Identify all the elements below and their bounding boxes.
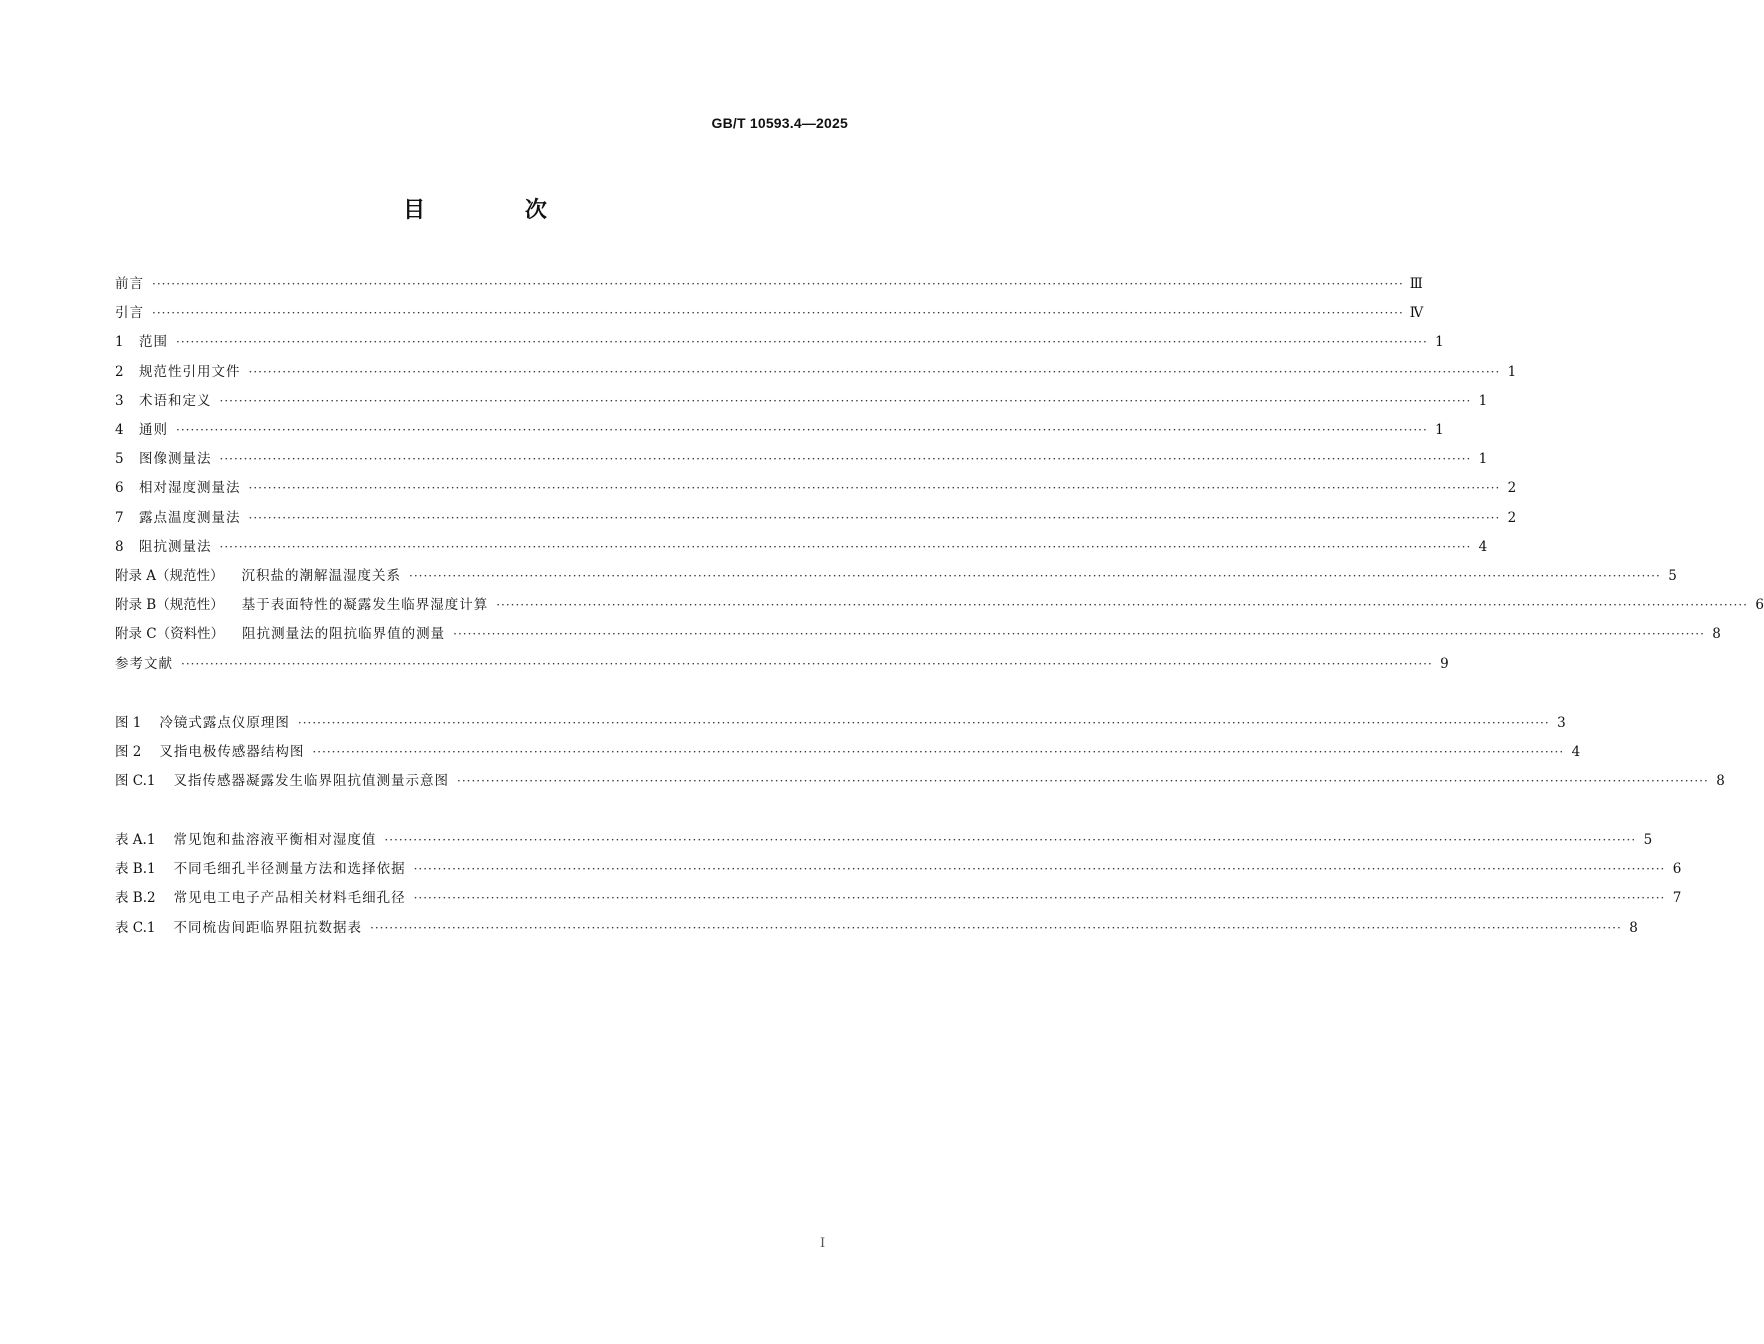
toc-dot-leader: ···································································································································································································································································· — [413, 891, 1666, 906]
toc-dot-leader: ···································································································································································································································································· — [152, 277, 1404, 291]
toc-section-entry[interactable] — [115, 654, 1449, 674]
toc-dot-leader: ···································································································································································································································································· — [297, 716, 1550, 730]
toc-entry-page: 4 — [1478, 538, 1488, 555]
toc-entry-number: 附录 B（规范性） — [115, 597, 224, 614]
toc-table-entry[interactable] — [115, 830, 1653, 850]
toc-entry-label: 不同毛细孔半径测量方法和选择依据 — [173, 861, 406, 878]
toc-entry-label: 阻抗测量法的阻抗临界值的测量 — [242, 626, 446, 643]
toc-entry-label: 常见电工电子产品相关材料毛细孔径 — [173, 890, 406, 907]
toc-entry-number: 6 — [115, 480, 124, 497]
toc-entry-label: 引言 — [115, 305, 144, 322]
toc-entry-label: 参考文献 — [115, 655, 173, 672]
toc-entry-label: 相对湿度测量法 — [139, 480, 241, 497]
toc-entry-label: 常见饱和盐溶液平衡相对湿度值 — [173, 832, 377, 848]
toc-table-entry[interactable] — [115, 888, 1682, 908]
toc-entry-page: 6 — [1672, 861, 1682, 878]
toc-dot-leader: ···································································································································································································································································· — [248, 481, 1501, 496]
toc-entry-number: 1 — [115, 334, 124, 351]
toc-entry-number: 图 1 — [115, 715, 142, 731]
toc-entry-number: 表 C.1 — [115, 919, 156, 936]
toc-entry-page: 1 — [1435, 422, 1444, 438]
toc-entry-page: 8 — [1716, 773, 1725, 790]
toc-section-entry[interactable] — [115, 595, 1764, 615]
toc-entry-number: 2 — [115, 363, 124, 380]
toc-entry-label: 图像测量法 — [139, 451, 212, 468]
toc-entry-label: 术语和定义 — [139, 392, 212, 409]
toc-entry-number: 表 A.1 — [115, 832, 156, 848]
toc-entry-label: 冷镜式露点仪原理图 — [159, 715, 290, 731]
toc-entry-number: 7 — [115, 509, 124, 526]
toc-section-entry[interactable] — [115, 508, 1517, 528]
toc-entry-number: 附录 C（资料性） — [115, 626, 225, 643]
toc-section-entry[interactable] — [115, 478, 1517, 498]
toc-dot-leader: ···································································································································································································································································· — [453, 627, 1705, 642]
toc-entry-number: 图 2 — [115, 744, 142, 761]
toc-dot-leader: ···································································································································································································································································· — [312, 745, 1565, 760]
toc-dot-leader: ···································································································································································································································································· — [152, 306, 1404, 321]
toc-entry-page: 6 — [1755, 597, 1764, 614]
toc-section-entry[interactable] — [115, 624, 1721, 644]
toc-entry-page: 8 — [1629, 919, 1638, 936]
toc-entry-label: 叉指电极传感器结构图 — [159, 744, 305, 761]
toc-entry-number: 5 — [115, 451, 124, 468]
toc-entry-page: 9 — [1440, 655, 1449, 672]
toc-entry-page: 5 — [1643, 832, 1653, 848]
toc-dot-leader: ···································································································································································································································································· — [384, 833, 1637, 847]
toc-entry-label: 范围 — [139, 334, 168, 351]
toc-entry-number: 8 — [115, 538, 124, 555]
toc-entry-page: 7 — [1672, 890, 1682, 907]
toc-dot-leader: ···································································································································································································································································· — [176, 423, 1428, 437]
toc-dot-leader: ···································································································································································································································································· — [413, 862, 1666, 877]
toc-figure-entry[interactable] — [115, 771, 1725, 791]
toc-entry-number: 4 — [115, 422, 124, 438]
toc-table-entry[interactable] — [115, 918, 1638, 938]
toc-entry-label: 规范性引用文件 — [139, 363, 241, 380]
toc-figure-entry[interactable] — [115, 742, 1581, 762]
toc-entry-page: 3 — [1557, 715, 1566, 731]
toc-section-entry[interactable] — [115, 391, 1488, 411]
toc-entry-page: Ⅳ — [1409, 305, 1424, 322]
toc-section-entry[interactable] — [115, 537, 1488, 557]
toc-entry-label: 阻抗测量法 — [139, 538, 212, 555]
toc-section-entry[interactable] — [115, 566, 1677, 586]
toc-dot-leader: ···································································································································································································································································· — [457, 774, 1709, 789]
toc-entry-page: 4 — [1571, 744, 1581, 761]
toc-entry-page: 1 — [1435, 334, 1444, 351]
toc-entry-number: 图 C.1 — [115, 773, 156, 790]
toc-entry-page: 1 — [1478, 451, 1488, 468]
toc-entry-label: 沉积盐的潮解温湿度关系 — [241, 568, 402, 584]
toc-table-entry[interactable] — [115, 859, 1682, 879]
toc-entry-number: 表 B.1 — [115, 861, 156, 878]
toc-dot-leader: ···································································································································································································································································· — [409, 569, 1661, 583]
toc-dot-leader: ···································································································································································································································································· — [176, 335, 1428, 350]
toc-entry-number: 附录 A（规范性） — [115, 568, 224, 584]
toc-entry-page: 1 — [1507, 363, 1517, 380]
toc-dot-leader: ···································································································································································································································································· — [181, 656, 1433, 671]
toc-dot-leader: ···································································································································································································································································· — [496, 598, 1748, 613]
toc-dot-leader: ···································································································································································································································································· — [370, 920, 1622, 935]
toc-entry-number: 3 — [115, 392, 124, 409]
toc-entry-label: 通则 — [139, 422, 168, 438]
toc-entry-page: 1 — [1478, 392, 1488, 409]
toc-dot-leader: ···································································································································································································································································· — [219, 452, 1472, 467]
toc-entry-label: 不同梳齿间距临界阻抗数据表 — [173, 919, 363, 936]
toc-figure-entry[interactable] — [115, 713, 1566, 733]
toc-dot-leader: ···································································································································································································································································· — [248, 364, 1501, 379]
toc-section-entry[interactable] — [115, 332, 1444, 352]
toc-entry-label: 基于表面特性的凝露发生临界湿度计算 — [241, 597, 489, 614]
toc-dot-leader: ···································································································································································································································································· — [219, 393, 1472, 408]
toc-entry-label: 叉指传感器凝露发生临界阻抗值测量示意图 — [173, 773, 450, 790]
toc-section-entry[interactable] — [115, 274, 1423, 294]
page-title: 目 次 — [403, 198, 593, 223]
toc-section-entry[interactable] — [115, 449, 1488, 469]
toc-entry-label: 露点温度测量法 — [139, 509, 241, 526]
toc-entry-number: 表 B.2 — [115, 890, 156, 907]
page-number: I — [820, 1236, 826, 1251]
toc-entry-page: 2 — [1507, 480, 1517, 497]
toc-section-entry[interactable] — [115, 420, 1444, 440]
standard-code: GB/T 10593.4—2025 — [711, 115, 848, 131]
toc-entry-page: 5 — [1668, 568, 1677, 584]
toc-section-entry[interactable] — [115, 303, 1424, 323]
toc-entry-page: 8 — [1712, 626, 1721, 643]
toc-section-entry[interactable] — [115, 362, 1517, 382]
toc-entry-label: 前言 — [115, 276, 144, 292]
toc-entry-page: Ⅲ — [1409, 276, 1423, 292]
toc-entry-page: 2 — [1507, 509, 1517, 526]
toc-dot-leader: ···································································································································································································································································· — [219, 539, 1472, 554]
toc-dot-leader: ···································································································································································································································································· — [248, 510, 1501, 525]
